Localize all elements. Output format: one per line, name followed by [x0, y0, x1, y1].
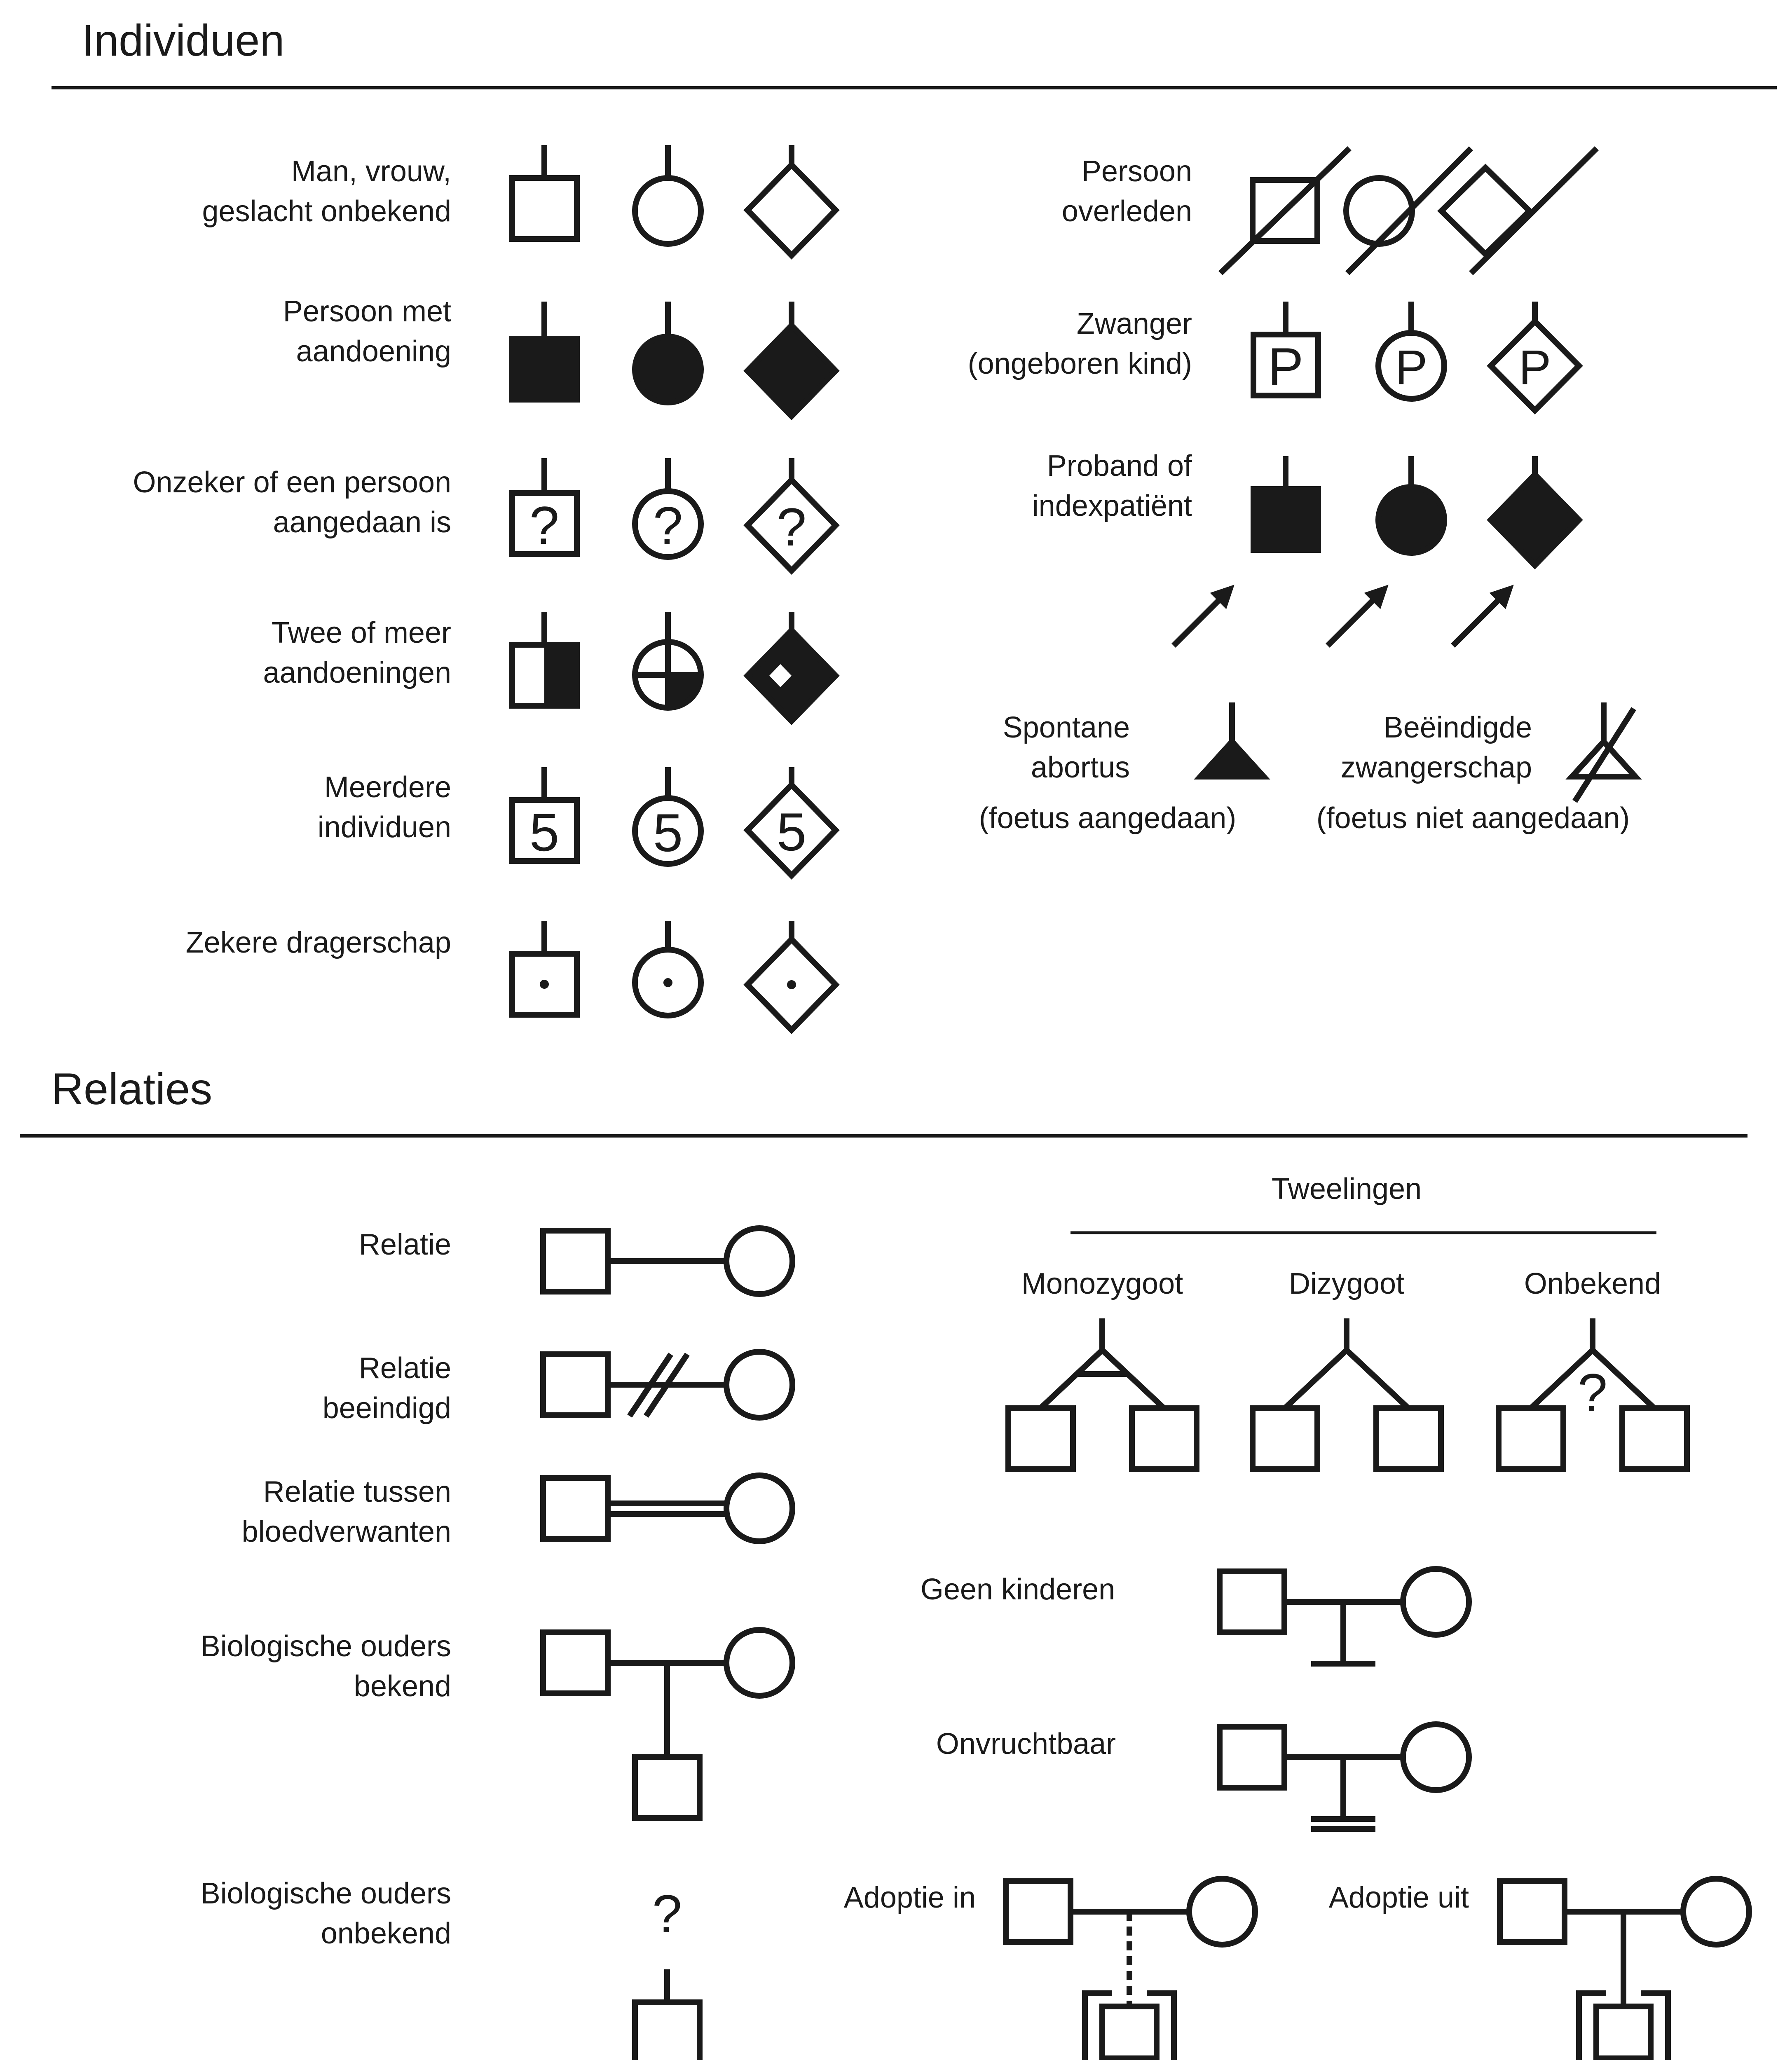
parent-male-symbol: [1006, 1881, 1071, 1942]
parent-female-symbol: [1683, 1879, 1749, 1945]
label-twins: Tweelingen: [1271, 1173, 1422, 1206]
child-symbol: [635, 2002, 700, 2060]
adoption-out-diagram: [1500, 1879, 1749, 2060]
consanguineous-relation-diagram: [543, 1475, 792, 1541]
label-multiple-individuals: Meerdere: [324, 771, 451, 804]
symbols-multiple-conditions: [512, 612, 836, 721]
adopted-child-symbol: [1596, 2006, 1651, 2058]
label-pregnancy: (ongeboren kind): [967, 347, 1192, 380]
label-relation-ended: beeindigd: [322, 1392, 451, 1425]
label-sexes: Man, vrouw,: [291, 155, 451, 188]
question-mark-icon: ?: [653, 496, 683, 556]
partner-male-symbol: [543, 1354, 608, 1415]
pregnancy-p-label: P: [1395, 340, 1428, 395]
affected-unknown-symbol: [747, 325, 836, 416]
label-consanguineous: Relatie tussen: [263, 1475, 451, 1508]
label-proband: indexpatiënt: [1032, 489, 1192, 522]
parent-male-symbol: [543, 1632, 608, 1693]
twin-male-symbol: [1132, 1408, 1197, 1469]
question-mark-icon: ?: [652, 1884, 682, 1944]
label-consanguineous: bloedverwanten: [241, 1515, 451, 1548]
pregnancy-p-label: P: [1518, 340, 1551, 395]
label-proband: Proband of: [1047, 449, 1192, 482]
proband-female-symbol: [1378, 487, 1444, 553]
label-monozygotic: Monozygoot: [1021, 1267, 1183, 1300]
label-affected: aandoening: [296, 335, 451, 368]
proband-arrow-icon: [1328, 592, 1381, 646]
affected-female-symbol: [635, 337, 701, 403]
unknown-sex-diamond-symbol: [747, 165, 836, 255]
symbols-deceased: [1220, 148, 1597, 273]
label-relation-ended: Relatie: [358, 1352, 451, 1385]
label-terminated-pregnancy: zwangerschap: [1340, 751, 1532, 784]
infertile-diagram: [1220, 1724, 1469, 1829]
label-multiple-conditions: aandoeningen: [263, 656, 451, 689]
question-mark-icon: ?: [1577, 1362, 1608, 1423]
label-multiple-individuals: individuen: [317, 811, 451, 844]
label-terminated-pregnancy: Beëindigde: [1383, 711, 1532, 744]
twin-male-symbol: [1499, 1408, 1563, 1469]
deceased-unknown-symbol: [1441, 168, 1530, 254]
label-adoption-in: Adoptie in: [843, 1881, 976, 1914]
label-deceased: Persoon: [1081, 155, 1192, 188]
spontaneous-abortion-symbol: [1200, 742, 1264, 777]
child-symbol: [635, 1757, 700, 1818]
female-circle-symbol: [635, 178, 701, 244]
proband-male-symbol: [1253, 489, 1318, 550]
label-multiple-conditions: Twee of meer: [271, 616, 451, 649]
twin-male-symbol: [1376, 1408, 1441, 1469]
male-square-symbol: [512, 178, 577, 239]
parent-female-symbol: [726, 1630, 792, 1696]
twin-male-symbol: [1253, 1408, 1317, 1469]
twins-monozygotic-diagram: [1008, 1318, 1197, 1469]
symbols-spontaneous-abortion: [1200, 702, 1264, 777]
partner-female-symbol: [726, 1228, 792, 1294]
twin-male-symbol: [1008, 1408, 1073, 1469]
label-spontaneous-abortion: Spontane: [1003, 711, 1130, 744]
partner-male-symbol: [1220, 1727, 1284, 1788]
label-bio-parents-unknown: Biologische ouders: [200, 1877, 451, 1910]
label-terminated-pregnancy: (foetus niet aangedaan): [1316, 802, 1630, 835]
bio-parents-unknown-diagram: [635, 1969, 700, 2060]
label-bio-parents-unknown: onbekend: [321, 1917, 451, 1950]
partner-male-symbol: [543, 1478, 608, 1539]
label-relation: Relatie: [358, 1228, 451, 1261]
count-five-label: 5: [776, 802, 807, 862]
adoption-bracket-left: [1085, 1993, 1112, 2060]
twin-male-symbol: [1622, 1408, 1687, 1469]
label-no-children: Geen kinderen: [920, 1573, 1115, 1606]
count-five-label: 5: [529, 802, 560, 862]
label-bio-parents-known: Biologische ouders: [200, 1630, 451, 1663]
partner-female-symbol: [1403, 1724, 1469, 1790]
partner-female-symbol: [726, 1352, 792, 1418]
label-spontaneous-abortion: abortus: [1031, 751, 1130, 784]
question-mark-icon: ?: [776, 497, 807, 557]
adoption-in-diagram: [1006, 1879, 1255, 2060]
twins-dizygotic-diagram: [1253, 1318, 1441, 1469]
relation-ended-diagram: [543, 1352, 792, 1418]
parent-male-symbol: [1500, 1881, 1565, 1942]
symbols-male-female-unknown: [512, 145, 836, 255]
label-spontaneous-abortion: (foetus aangedaan): [979, 802, 1237, 835]
parent-female-symbol: [1189, 1879, 1255, 1945]
question-mark-icon: ?: [529, 495, 560, 555]
partner-female-symbol: [726, 1475, 792, 1541]
adopted-child-symbol: [1102, 2006, 1157, 2058]
label-sexes: geslacht onbekend: [202, 195, 451, 228]
label-dizygotic: Dizygoot: [1288, 1267, 1405, 1300]
partner-male-symbol: [1220, 1571, 1284, 1632]
label-bio-parents-known: bekend: [354, 1670, 451, 1703]
affected-male-symbol: [512, 339, 577, 400]
count-five-label: 5: [653, 803, 683, 863]
deceased-female-symbol: [1346, 178, 1412, 244]
proband-unknown-symbol: [1491, 475, 1579, 565]
no-children-diagram: [1220, 1569, 1469, 1664]
proband-arrow-icon: [1453, 592, 1506, 646]
adoption-bracket-right: [1147, 1993, 1174, 2060]
symbols-proband: [1174, 456, 1579, 646]
partner-female-symbol: [1403, 1569, 1469, 1635]
label-pregnancy: Zwanger: [1076, 307, 1192, 340]
label-infertile: Onvruchtbaar: [936, 1728, 1116, 1760]
relation-diagram: [543, 1228, 792, 1294]
adoption-bracket-left: [1579, 1993, 1606, 2060]
label-adoption-out: Adoptie uit: [1328, 1881, 1469, 1914]
symbols-terminated-pregnancy: [1572, 702, 1635, 801]
section-title-individuals: Individuen: [82, 15, 285, 65]
label-deceased: overleden: [1061, 195, 1192, 228]
label-unknown-twins: Onbekend: [1524, 1267, 1661, 1300]
pregnancy-p-label: P: [1267, 337, 1304, 397]
partner-male-symbol: [543, 1231, 608, 1292]
symbols-affected: [512, 302, 836, 416]
proband-arrow-icon: [1174, 592, 1227, 646]
adoption-bracket-right: [1641, 1993, 1668, 2060]
symbols-carrier: [512, 921, 836, 1030]
label-affected: Persoon met: [283, 295, 451, 328]
bio-parents-known-diagram: [543, 1630, 792, 1818]
section-title-relations: Relaties: [52, 1064, 213, 1114]
label-uncertain: Onzeker of een persoon: [133, 466, 451, 499]
label-uncertain: aangedaan is: [273, 506, 451, 539]
label-carrier: Zekere dragerschap: [185, 926, 451, 959]
